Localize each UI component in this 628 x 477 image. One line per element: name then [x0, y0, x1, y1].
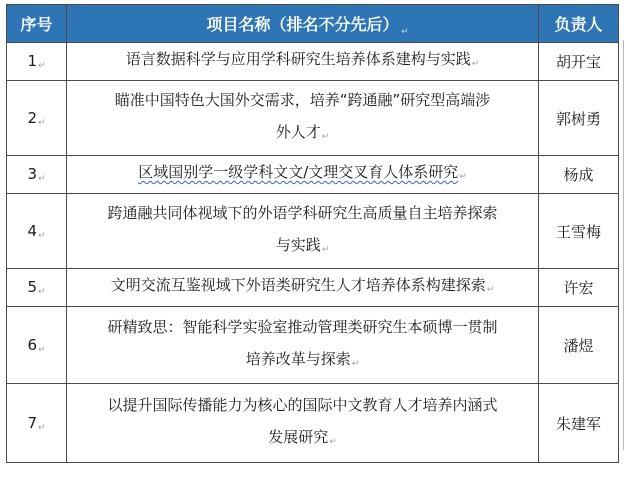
- paragraph-mark-icon: ↵: [321, 131, 330, 142]
- paragraph-mark-icon: ↵: [38, 117, 46, 128]
- project-name-line: 与实践: [275, 235, 321, 254]
- paragraph-mark-icon: ↵: [321, 244, 330, 255]
- project-name-line: 外人才: [275, 122, 321, 141]
- project-name-line: 发展研究: [268, 427, 329, 446]
- row-number-cell: [7, 43, 67, 81]
- paragraph-mark-icon: ↵: [38, 230, 46, 241]
- owner-name: 杨成: [563, 166, 594, 184]
- paragraph-mark-icon: ↵: [38, 61, 46, 71]
- project-name-line: 瞄准中国特色大国外交需求，培养“跨通融”研究型高端涉: [114, 90, 491, 109]
- owner-cell: [539, 269, 619, 307]
- paragraph-mark-icon: ↵: [38, 174, 46, 184]
- owner-cell: [539, 384, 619, 463]
- table-row: [7, 269, 619, 307]
- project-name-cell: [67, 269, 539, 307]
- paragraph-mark-icon: ↵: [38, 344, 46, 355]
- row-number: 6: [27, 335, 37, 354]
- project-name-line: 语言数据科学与应用学科研究生培养体系建构与实践: [125, 50, 471, 68]
- project-table: [6, 4, 619, 463]
- paragraph-mark-icon: ↵: [486, 285, 495, 295]
- table-row: [7, 43, 619, 81]
- row-number-cell: [7, 384, 67, 463]
- project-name-line: 跨通融共同体视域下的外语学科研究生高质量自主培养探索: [107, 203, 498, 222]
- row-number: 5: [27, 278, 37, 296]
- row-number: 4: [27, 221, 37, 240]
- owner-cell: [539, 43, 619, 81]
- header-owner-label: 负责人: [554, 15, 603, 34]
- table-row: [7, 81, 619, 156]
- project-name-line: 以提升国际传播能力为核心的国际中文教育人才培养内涵式: [107, 395, 498, 414]
- paragraph-mark-icon: ↵: [459, 172, 467, 182]
- row-number-cell: [7, 156, 67, 194]
- header-number: [7, 5, 67, 43]
- project-name-cell: [67, 81, 539, 156]
- table-header-row: [7, 5, 619, 43]
- project-name-cell: [67, 384, 539, 463]
- project-name-line: 研精致思：智能科学实验室推动管理类研究生本硕博一贯制: [107, 317, 498, 336]
- header-number-label: 序号: [20, 15, 53, 34]
- row-number-cell: [7, 81, 67, 156]
- row-number-cell: [7, 194, 67, 269]
- table-row: [7, 307, 619, 384]
- owner-cell: [539, 156, 619, 194]
- project-name-cell: [67, 156, 539, 194]
- row-number: 3: [27, 165, 37, 183]
- project-name-cell: [67, 43, 539, 81]
- project-name-line: 文明交流互鉴视域下外语类研究生人才培养体系构建探索: [110, 276, 486, 294]
- header-owner: [539, 5, 619, 43]
- paragraph-mark-icon: ↵: [471, 59, 480, 69]
- paragraph-mark-icon: ↵: [351, 358, 360, 369]
- owner-name: 胡开宝: [555, 53, 601, 71]
- table-row: [7, 384, 619, 463]
- project-name-line: 区域国别学一级学科文文/文理交叉育人体系研究: [138, 163, 459, 181]
- project-name-cell: [67, 307, 539, 384]
- paragraph-mark-icon: ↵: [38, 422, 46, 433]
- row-number: 1: [27, 52, 37, 70]
- owner-cell: [539, 307, 619, 384]
- owner-name: 王雪梅: [555, 222, 601, 241]
- table-row: [7, 194, 619, 269]
- owner-cell: [539, 81, 619, 156]
- row-number-cell: [7, 307, 67, 384]
- owner-name: 潘煜: [563, 336, 594, 355]
- owner-cell: [539, 194, 619, 269]
- header-project-name-label: 项目名称（排名不分先后）: [206, 15, 399, 34]
- row-number: 7: [27, 413, 37, 432]
- paragraph-mark-icon: ↵: [400, 27, 409, 37]
- paragraph-mark-icon: ↵: [38, 287, 46, 297]
- owner-name: 许宏: [563, 279, 594, 297]
- project-name-cell: [67, 194, 539, 269]
- owner-name: 朱建军: [555, 414, 601, 433]
- row-number: 2: [27, 108, 37, 127]
- table-row: [7, 156, 619, 194]
- project-name-line: 培养改革与探索: [245, 349, 351, 368]
- owner-name: 郭树勇: [555, 109, 601, 128]
- row-number-cell: [7, 269, 67, 307]
- page-edge-rule: [623, 40, 624, 450]
- paragraph-mark-icon: ↵: [329, 436, 337, 447]
- header-project-name: [67, 5, 539, 43]
